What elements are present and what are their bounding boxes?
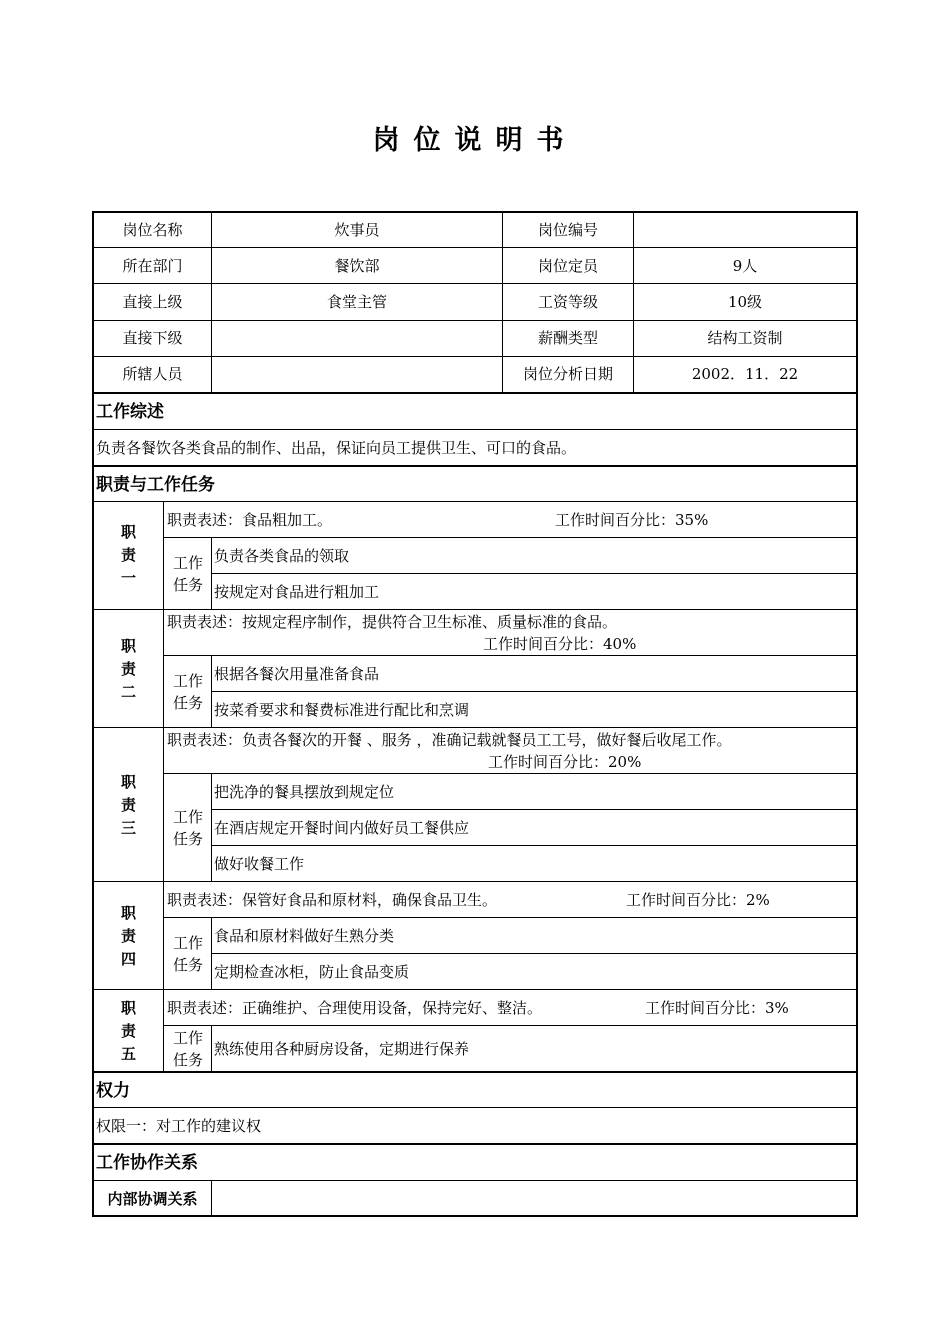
summary-text: 负责各餐饮各类食品的制作、出品，保证向员工提供卫生、可口的食品。: [96, 439, 577, 457]
duty-2-percent: 工作时间百分比：40%: [483, 635, 637, 653]
internal-relations-label: 内部协调关系: [107, 1190, 198, 1208]
duty-4-task-label: 工作 任务: [172, 934, 203, 974]
duty-5-statement: 职责表述：正确维护、合理使用设备，保持完好、整洁。: [167, 999, 543, 1017]
duty-4-statement: 职责表述：保管好食品和原材料，确保食品卫生。: [167, 891, 498, 909]
duty-1-task-2: 按规定对食品进行粗加工: [214, 583, 380, 601]
duty-1-label: 职 责 一: [120, 523, 136, 587]
duty-1-statement: 职责表述：食品粗加工。: [167, 511, 333, 529]
duty-4-task-2: 定期检查冰柜，防止食品变质: [214, 963, 410, 981]
duty-3-task-label: 工作 任务: [172, 808, 203, 848]
label-position-name: 岗位名称: [122, 221, 183, 239]
duty-5-task-1: 熟练使用各种厨房设备，定期进行保养: [214, 1040, 470, 1058]
duties-heading: 职责与工作任务: [96, 475, 215, 495]
label-headcount: 岗位定员: [537, 257, 598, 275]
page-title: 岗位说明书: [372, 125, 578, 156]
duty-2-task-1: 根据各餐次用量准备食品: [214, 665, 380, 683]
duty-5-task-label: 工作 任务: [172, 1029, 203, 1069]
label-supervisor: 直接上级: [122, 293, 183, 311]
duty-2-task-label: 工作 任务: [172, 672, 203, 712]
label-salary-grade: 工资等级: [537, 293, 598, 311]
label-department: 所在部门: [122, 257, 183, 275]
duty-3-task-3: 做好收餐工作: [214, 855, 305, 873]
duty-5-label: 职 责 五: [120, 999, 136, 1063]
duty-1-percent: 工作时间百分比：35%: [555, 511, 709, 529]
value-supervisor: 食堂主管: [326, 293, 387, 311]
summary-heading: 工作综述: [96, 402, 164, 422]
relations-heading: 工作协作关系: [96, 1153, 198, 1173]
duty-4-task-1: 食品和原材料做好生熟分类: [214, 927, 395, 945]
duty-2-label: 职 责 二: [120, 637, 136, 701]
duty-4-percent: 工作时间百分比：2%: [626, 891, 770, 909]
duty-3-task-2: 在酒店规定开餐时间内做好员工餐供应: [214, 819, 470, 837]
label-staff-under: 所辖人员: [122, 365, 183, 383]
label-position-code: 岗位编号: [537, 221, 598, 239]
authority-heading: 权力: [96, 1081, 130, 1101]
duty-4-label: 职 责 四: [120, 904, 136, 968]
duty-3-task-1: 把洗净的餐具摆放到规定位: [214, 783, 395, 801]
value-analysis-date: 2002．11．22: [691, 365, 799, 383]
value-pay-type: 结构工资制: [707, 329, 783, 347]
duty-3-label: 职 责 三: [120, 773, 136, 837]
value-headcount: 9人: [732, 257, 758, 275]
value-position-name: 炊事员: [334, 221, 380, 239]
duty-5-percent: 工作时间百分比：3%: [645, 999, 789, 1017]
duty-1-task-1: 负责各类食品的领取: [214, 547, 350, 565]
label-pay-type: 薪酬类型: [537, 329, 598, 347]
duty-1-task-label: 工作 任务: [172, 554, 203, 594]
duty-2-task-2: 按菜肴要求和餐费标准进行配比和烹调: [214, 701, 470, 719]
duty-3-percent: 工作时间百分比：20%: [488, 753, 642, 771]
authority-text: 权限一：对工作的建议权: [96, 1117, 262, 1135]
duty-3-statement: 职责表述：负责各餐次的开餐 、服务 ，准确记载就餐员工工号，做好餐后收尾工作。: [167, 731, 732, 749]
label-subordinate: 直接下级: [122, 329, 183, 347]
duty-2-statement: 职责表述：按规定程序制作，提供符合卫生标准、质量标准的食品。: [167, 613, 618, 631]
value-department: 餐饮部: [334, 257, 380, 275]
value-salary-grade: 10级: [727, 293, 763, 311]
label-analysis-date: 岗位分析日期: [522, 365, 613, 383]
